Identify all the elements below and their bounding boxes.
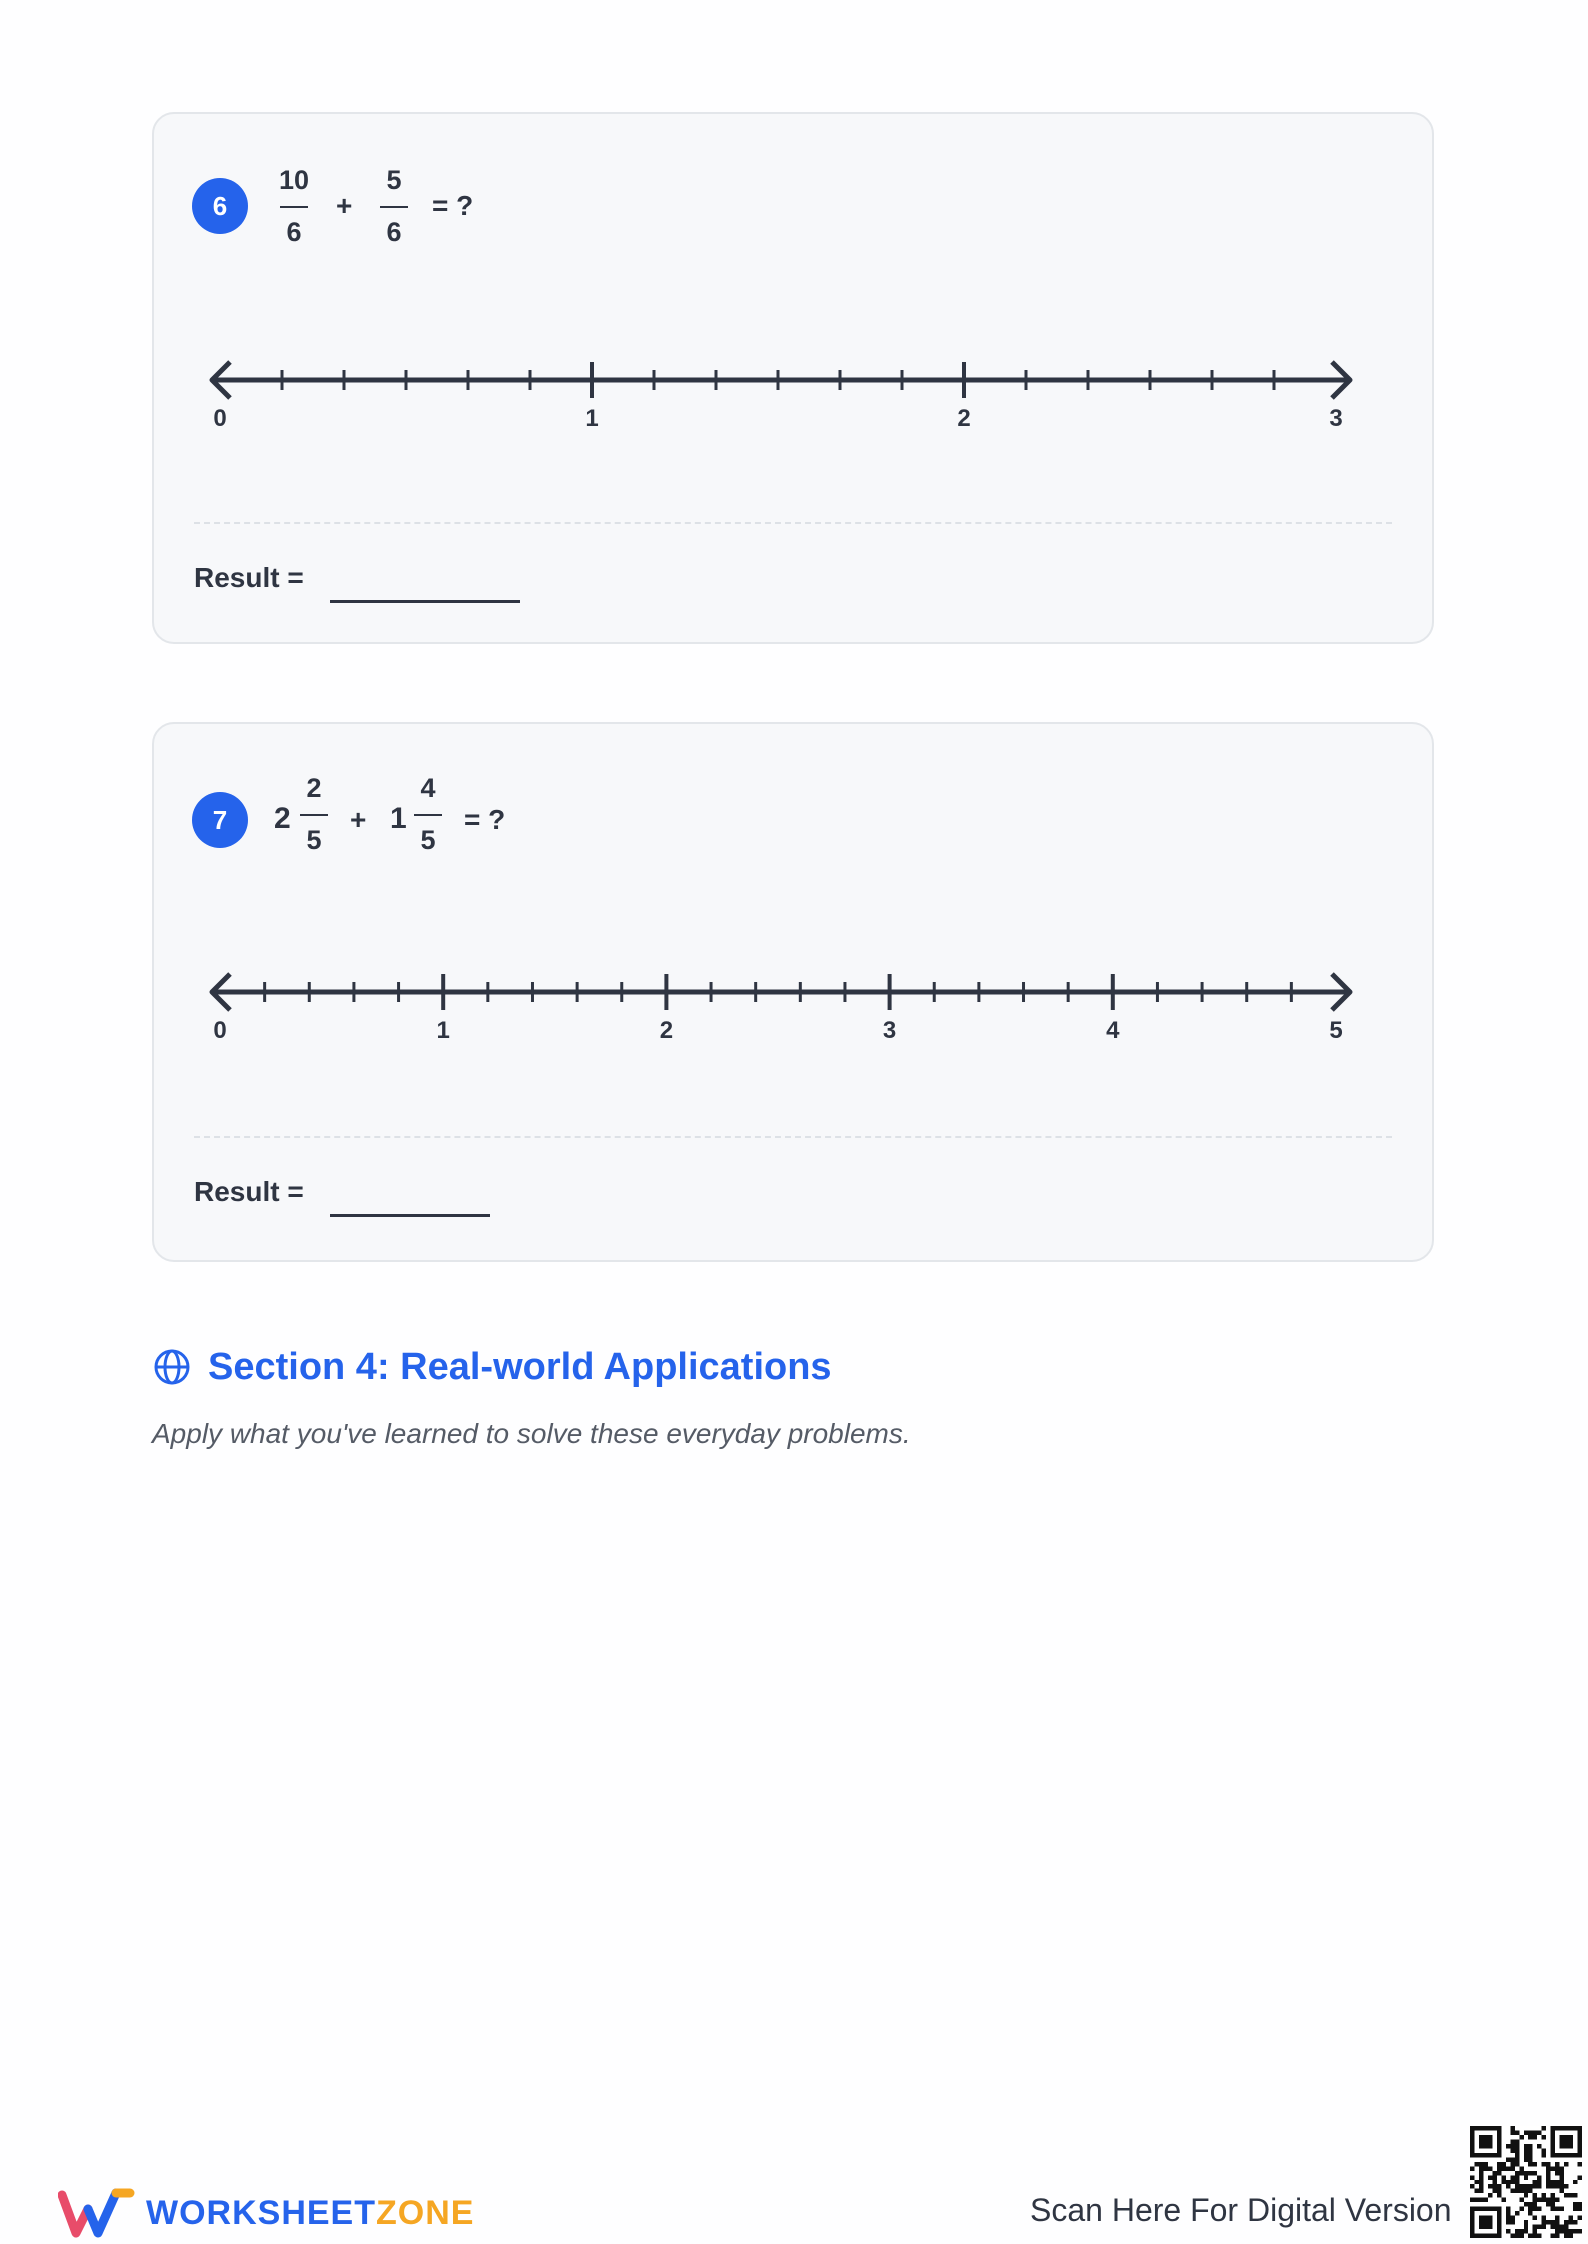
equals-question: = ? (432, 190, 474, 221)
worksheetzone-logo[interactable] (58, 2185, 474, 2241)
denominator: 5 (420, 825, 436, 855)
qr-code-icon[interactable] (1470, 2126, 1582, 2238)
fraction-bar (300, 814, 328, 816)
problem-card-6 (152, 112, 1434, 644)
tick-label: 1 (585, 405, 599, 432)
whole-number: 1 (390, 802, 407, 835)
tick-label: 4 (1106, 1017, 1120, 1044)
result-label: Result = (194, 1176, 304, 1207)
fraction-bar (280, 206, 308, 208)
logo-mark-icon (58, 2185, 136, 2241)
result-label: Result = (194, 562, 304, 593)
tick-label: 3 (1329, 405, 1343, 432)
denominator: 6 (286, 217, 302, 247)
brand-part-2: ZONE (376, 2193, 475, 2232)
section-subtitle: Apply what you've learned to solve these everyday problems. (152, 1418, 911, 1449)
brand-name (146, 2194, 474, 2233)
tick-label: 2 (659, 1017, 674, 1044)
brand-part-1: WORKSHEET (146, 2193, 376, 2232)
numerator: 4 (420, 773, 436, 803)
tick-label: 1 (436, 1017, 450, 1044)
tick-label: 0 (213, 405, 227, 432)
equals-question: = ? (464, 804, 506, 835)
fraction-a (272, 162, 316, 250)
fraction-bar (380, 206, 408, 208)
plus-operator: + (336, 190, 353, 221)
scan-text: Scan Here For Digital Version (1030, 2192, 1452, 2228)
numerator: 10 (278, 165, 310, 195)
fraction-b (406, 770, 450, 858)
tick-label: 0 (213, 1017, 227, 1044)
problem-card-7 (152, 722, 1434, 1262)
plus-operator: + (350, 804, 367, 835)
numerator: 5 (386, 165, 402, 195)
whole-number: 2 (274, 802, 291, 835)
number-line (206, 344, 1386, 454)
question-number-badge: 7 (192, 792, 248, 848)
denominator: 5 (306, 825, 322, 855)
answer-blank[interactable] (330, 1214, 490, 1217)
section-heading (152, 1345, 832, 1389)
section-title: Section 4: Real-world Applications (208, 1345, 832, 1388)
divider (194, 522, 1392, 524)
number-line (206, 956, 1386, 1066)
tick-label: 5 (1329, 1017, 1343, 1044)
question-number-badge: 6 (192, 178, 248, 234)
globe-icon (152, 1347, 192, 1387)
fraction-bar (414, 814, 442, 816)
answer-blank[interactable] (330, 600, 520, 603)
tick-label: 3 (882, 1017, 897, 1044)
divider (194, 1136, 1392, 1138)
denominator: 6 (386, 217, 402, 247)
tick-label: 2 (957, 405, 971, 432)
fraction-a (292, 770, 336, 858)
numerator: 2 (306, 773, 322, 803)
fraction-b (372, 162, 416, 250)
